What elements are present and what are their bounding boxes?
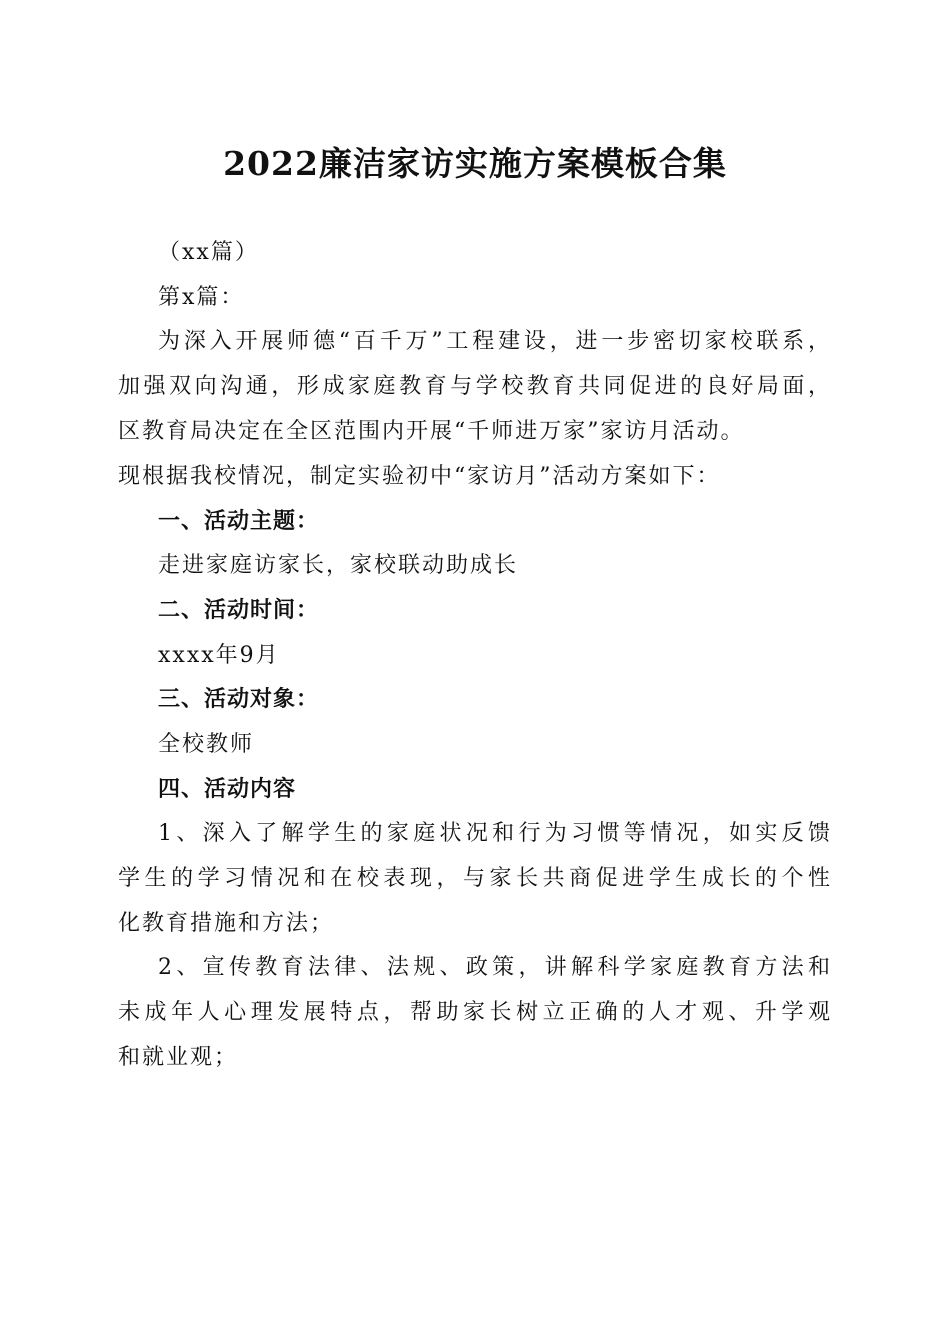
intro-line-4: 现根据我校情况，制定实验初中“家访月”活动方案如下： [118, 464, 721, 489]
content-item-2-line-3: 和就业观； [118, 1045, 239, 1070]
part-label: 第x篇： [158, 285, 245, 310]
intro-line-3: 区教育局决定在全区范围内开展“千师进万家”家访月活动。 [118, 419, 745, 444]
content-item-1-line-2: 学生的学习情况和在校表现，与家长共商促进学生成长的个性 [118, 866, 832, 891]
content-item-1-line-1: 1、深入了解学生的家庭状况和行为习惯等情况，如实反馈 [158, 821, 832, 846]
section-heading-theme: 一、活动主题： [158, 509, 320, 534]
section-heading-time: 二、活动时间： [158, 598, 320, 623]
content-item-2-line-2: 未成年人心理发展特点，帮助家长树立正确的人才观、升学观 [118, 1000, 832, 1025]
section-body-theme: 走进家庭访家长，家校联动助成长 [158, 553, 519, 578]
content-item-1-line-3: 化教育措施和方法； [118, 911, 335, 936]
intro-line-1: 为深入开展师德“百千万”工程建设，进一步密切家校联系， [158, 329, 832, 354]
section-body-time: xxxx年9月 [158, 643, 280, 668]
content-item-2-line-1: 2、宣传教育法律、法规、政策，讲解科学家庭教育方法和 [158, 955, 832, 980]
section-heading-content: 四、活动内容 [158, 777, 297, 802]
subtitle: （xx篇） [158, 240, 259, 265]
section-heading-target: 三、活动对象： [158, 687, 320, 712]
document-title: 2022廉洁家访实施方案模板合集 [223, 144, 727, 183]
intro-line-2: 加强双向沟通，形成家庭教育与学校教育共同促进的良好局面， [118, 374, 832, 399]
section-body-target: 全校教师 [158, 732, 255, 757]
